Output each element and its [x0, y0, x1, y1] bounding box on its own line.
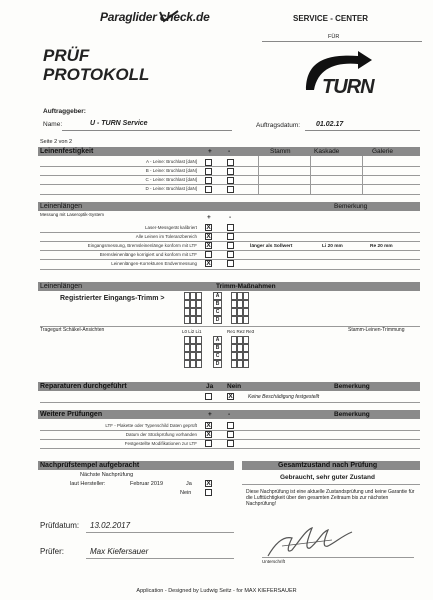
trimm-grid-cell: [243, 344, 249, 352]
weitere-row: Festgestellte Modifikationen zur LTF: [124, 441, 197, 446]
laengen-check[interactable]: X: [206, 233, 211, 240]
leinenfestigkeit-plus: +: [208, 148, 212, 155]
naechste-nachpruefung: Nächste Nachprüfung: [80, 472, 134, 478]
nachpruef-title: Nachprüfstempel aufgebracht: [40, 462, 140, 469]
festigkeit-line: [40, 166, 420, 167]
laut-hersteller-value: Februar 2019: [130, 481, 164, 487]
turn-logo-text: TURN: [322, 76, 374, 98]
laengen-check[interactable]: X: [206, 260, 211, 267]
weitere-row: Datum der Stückprüfung vorhanden: [125, 432, 197, 437]
festigkeit-a-minus[interactable]: [227, 159, 234, 166]
weitere-minus-box[interactable]: [227, 440, 234, 447]
trimm-grid-cell: [243, 360, 249, 368]
laengen-line: [40, 232, 420, 233]
reparaturen-nein-box[interactable]: X: [228, 393, 233, 400]
leinenlaengen-title: Leinenlängen: [40, 203, 83, 210]
auftragsdatum-line: [305, 130, 420, 131]
trimm-letter-a: A: [213, 336, 222, 344]
weitere-minus-box[interactable]: [227, 422, 234, 429]
trimm-grid-cell: [243, 308, 249, 316]
application-footer: Application - Designed by Ludwig Seitz - for MAX KIEFERSAUER: [136, 588, 297, 594]
logo-text: Paraglider check.de: [100, 10, 210, 24]
weitere-minus: -: [228, 411, 231, 418]
auftragsdatum-value: 01.02.17: [316, 121, 344, 128]
leinenfestigkeit-title: Leinenfestigkeit: [40, 148, 94, 155]
pruefdatum-label: Prüfdatum:: [40, 521, 80, 530]
nachpruef-bar: [38, 461, 234, 470]
trimm-bar: [38, 282, 420, 291]
name-label: Name:: [43, 121, 63, 128]
nachpruef-nein-box[interactable]: [205, 489, 212, 496]
reparaturen-line: [40, 402, 420, 403]
tragegurt-label: Tragegurt Schäkel-Ansichten: [40, 327, 105, 333]
nachpruef-nein: Nein: [180, 490, 192, 496]
laengen-minus-box[interactable]: [227, 242, 234, 249]
reparaturen-bemerkung: Bemerkung: [334, 383, 370, 390]
festigkeit-line: [40, 194, 420, 195]
gesamt-bar: [242, 461, 420, 470]
festigkeit-line: [40, 175, 420, 176]
festigkeit-col-divider: [258, 156, 259, 194]
laengen-row: Bremsleinenlänge korrigiert und konform mit LTF: [99, 252, 197, 257]
col-stamm: Stamm: [270, 148, 291, 155]
laengen-check[interactable]: X: [206, 224, 211, 231]
laengen-plus: +: [207, 214, 211, 221]
col-galerie: Galerie: [372, 148, 393, 155]
laengen-minus-box[interactable]: [227, 260, 234, 267]
fuer-line: [262, 41, 422, 42]
reparaturen-bar: [38, 382, 420, 391]
pruefer-label: Prüfer:: [40, 547, 65, 556]
laengen-line: [40, 241, 420, 242]
trimm-grid-cell: [196, 300, 202, 308]
weitere-bar: [38, 410, 420, 419]
stamm-trimmung: Stamm-Leinen-Trimmung: [348, 327, 405, 333]
laengen-line: [40, 259, 420, 260]
name-value: U - TURN Service: [90, 120, 148, 127]
festigkeit-d-minus[interactable]: [227, 186, 234, 193]
trimm-letter-b: B: [213, 300, 222, 308]
leinenfestigkeit-bar: [38, 147, 420, 156]
weitere-plus: +: [208, 411, 212, 418]
laengen-minus: -: [229, 214, 232, 221]
reparaturen-ja-box[interactable]: [205, 393, 212, 400]
laengen-row: Laser-Messgerät kalibriert: [144, 225, 197, 230]
trimm-grid-cell: [196, 360, 202, 368]
page-title-line2: PROTOKOLL: [43, 65, 150, 84]
trimm-grid-cell: [196, 316, 202, 324]
signature: [262, 522, 362, 562]
nachpruef-ja-box[interactable]: X: [206, 480, 211, 487]
laengen-remark-a: länger als Sollwert: [250, 244, 293, 249]
trimm-grid-cell: [243, 352, 249, 360]
trimm-letter-b: B: [213, 344, 222, 352]
trimm-letter-d: D: [213, 316, 222, 324]
gesamt-value: Gebraucht, sehr guter Zustand: [280, 474, 375, 481]
weitere-line: [40, 439, 420, 440]
festigkeit-row-a: A - Leine: Bruchlast [daN]: [145, 159, 197, 164]
laengen-line: [40, 269, 420, 270]
page-title-line1: PRÜF: [43, 46, 90, 65]
trimm-letter-d: D: [213, 360, 222, 368]
paraglider-check-logo: [100, 10, 260, 24]
weitere-bemerkung: Bemerkung: [334, 411, 370, 418]
laengen-row: Alle Leinen im Toleranzbereich: [135, 234, 197, 239]
trimm-grid-cell: [196, 292, 202, 300]
laengen-minus-box[interactable]: [227, 233, 234, 240]
trimm-grid-cell: [196, 336, 202, 344]
laser-subtitle: Messung mit Laseroptik-System: [40, 212, 105, 217]
festigkeit-line: [40, 184, 420, 185]
pruefdatum-value: 13.02.2017: [90, 521, 131, 530]
trimm-grid-cell: [196, 344, 202, 352]
weitere-row: LTF - Plakette oder Typenschild Daten geprüft: [105, 423, 197, 428]
reparaturen-ja: Ja: [206, 383, 214, 390]
signature-graphic: [262, 522, 362, 562]
laengen-check[interactable]: [205, 251, 212, 258]
auftragsdatum-label: Auftragsdatum:: [256, 122, 301, 129]
trimm-grid-cell: [243, 336, 249, 344]
festigkeit-c-plus[interactable]: [205, 177, 212, 184]
pruefdatum-line: [86, 532, 234, 533]
festigkeit-b-minus[interactable]: [227, 168, 234, 175]
festigkeit-row-d: D - Leine: Bruchlast [daN]: [145, 186, 197, 191]
gesamt-text: Diese Nachprüfung ist eine aktuelle Zustandsprüfung und keine Garantie für die Lufttüchtigkeit über den gesamten Zeitraum bis zur nächsten Nachprüfung!: [246, 489, 415, 508]
weitere-check[interactable]: X: [206, 431, 211, 438]
laengen-minus-box[interactable]: [227, 224, 234, 231]
festigkeit-col-divider: [310, 156, 311, 194]
festigkeit-c-minus[interactable]: [227, 177, 234, 184]
leinenfestigkeit-minus: -: [228, 148, 231, 155]
unterschrift-label: Unterschrift: [262, 559, 286, 564]
weitere-check[interactable]: [205, 440, 212, 447]
trimm-line: [40, 326, 420, 327]
festigkeit-d-plus[interactable]: [205, 186, 212, 193]
trimm-grid-cell: [196, 308, 202, 316]
reparaturen-nein: Nein: [227, 383, 242, 390]
page-info: Seite 2 von 2: [40, 139, 73, 145]
turn-logo: [298, 50, 398, 100]
trimm-letter-c: C: [213, 352, 222, 360]
laengen-row: Eingangsmessung, Bremsleinenlänge konform mit LTF: [87, 243, 197, 248]
auftraggeber-label: Auftraggeber:: [43, 108, 86, 115]
trimm-leinen-title: Leinenlängen: [40, 283, 83, 290]
signature-line: [262, 557, 414, 558]
name-line: [62, 130, 232, 131]
weitere-line: [40, 448, 420, 449]
registrierter-trimm: Registrierter Eingangs-Trimm >: [60, 295, 165, 302]
festigkeit-col-divider: [362, 156, 363, 194]
nachpruef-ja: Ja: [186, 481, 192, 487]
leinenlaengen-bar: [38, 202, 420, 211]
laengen-minus-box[interactable]: [227, 251, 234, 258]
trimm-letter-a: A: [213, 292, 222, 300]
fuer-label: FÜR: [328, 34, 340, 40]
laut-hersteller-label: laut Hersteller:: [70, 481, 106, 487]
laengen-check[interactable]: X: [206, 242, 211, 249]
festigkeit-row-b: B - Leine: Bruchlast [daN]: [145, 168, 197, 173]
laengen-line: [40, 250, 420, 251]
pruefer-value: Max Kiefersauer: [90, 547, 149, 556]
weitere-check[interactable]: X: [206, 422, 211, 429]
trimm-grid-cell: [243, 300, 249, 308]
weitere-line: [40, 430, 420, 431]
laengen-row: Leinenlängen-Korrekturen Endvermessung: [111, 261, 197, 266]
trimm-grid-cell: [243, 292, 249, 300]
trimm-title: Trimm-Maßnahmen: [216, 283, 276, 290]
gesamt-line: [242, 484, 420, 485]
laengen-remark-b: Li 20 mm: [322, 244, 343, 249]
trimm-cols-right: Re1 Re2 Re3: [227, 329, 255, 334]
trimm-cols-left: L0 Li2 Li1: [182, 329, 202, 334]
laengen-remark-c: Re 20 mm: [370, 244, 393, 249]
reparaturen-remark: Keine Beschädigung festgestellt: [248, 394, 320, 400]
festigkeit-b-plus[interactable]: [205, 168, 212, 175]
trimm-letter-c: C: [213, 308, 222, 316]
reparaturen-title: Reparaturen durchgeführt: [40, 383, 127, 390]
gesamt-title: Gesamtzustand nach Prüfung: [278, 462, 378, 469]
col-kaskade: Kaskade: [314, 148, 340, 155]
pruefer-line: [86, 558, 234, 559]
service-center-label: SERVICE - CENTER: [293, 14, 368, 23]
festigkeit-a-plus[interactable]: [205, 159, 212, 166]
weitere-minus-box[interactable]: [227, 431, 234, 438]
trimm-grid-cell: [243, 316, 249, 324]
weitere-title: Weitere Prüfungen: [40, 411, 103, 418]
trimm-grid-cell: [196, 352, 202, 360]
leinenlaengen-bemerkung: Bemerkung: [334, 203, 368, 210]
festigkeit-row-c: C - Leine: Bruchlast [daN]: [145, 177, 197, 182]
